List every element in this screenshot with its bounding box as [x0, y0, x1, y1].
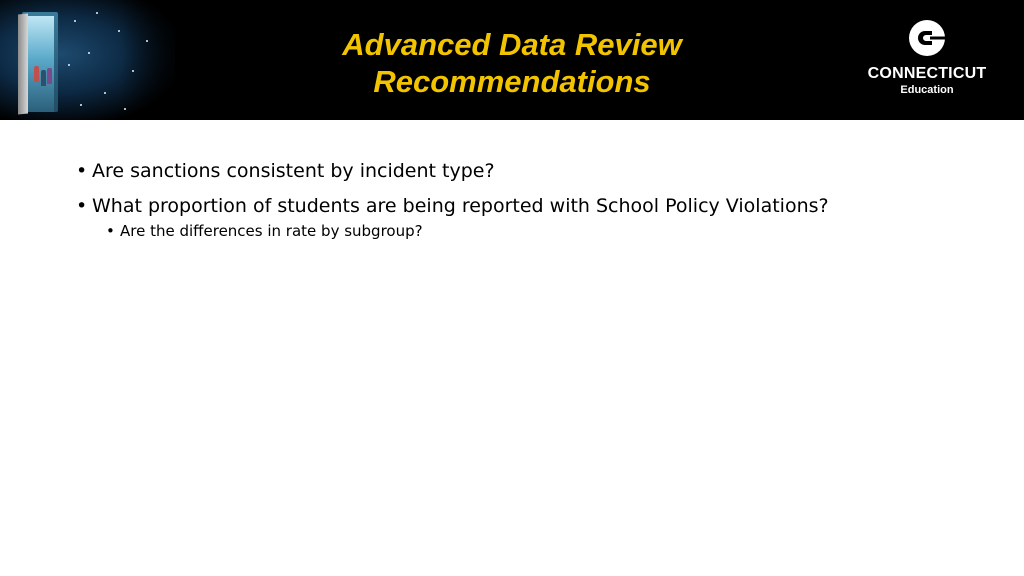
bullet-glyph: •: [76, 195, 88, 217]
bullet-item: [76, 193, 976, 219]
star-decoration: [80, 104, 82, 106]
star-decoration: [124, 108, 126, 110]
student-figure: [41, 70, 46, 86]
connecticut-c-icon: [909, 20, 945, 56]
bullet-glyph: •: [106, 222, 115, 240]
slide-title-line-1: Advanced Data Review: [342, 27, 682, 62]
star-decoration: [132, 70, 134, 72]
star-decoration: [104, 92, 106, 94]
doorway-interior: [28, 16, 54, 112]
sub-bullet-text: Are the differences in rate by subgroup?: [120, 222, 423, 240]
sub-bullet-item: [106, 221, 976, 241]
bullet-text: Are sanctions consistent by incident type?: [92, 160, 495, 182]
bullet-glyph: •: [76, 160, 88, 182]
logo-subtitle: Education: [900, 84, 954, 96]
star-decoration: [146, 40, 148, 42]
connecticut-education-logo: [852, 20, 1002, 100]
slide-title: [262, 26, 762, 100]
star-decoration: [88, 52, 90, 54]
bullet-text: What proportion of students are being reported with School Policy Violations?: [92, 195, 829, 217]
logo-name: CONNECTICUT: [867, 65, 987, 82]
star-decoration: [68, 64, 70, 66]
door-panel: [18, 13, 28, 114]
student-figure: [34, 66, 39, 82]
slide-title-line-2: Recommendations: [373, 64, 651, 99]
slide-header: [0, 0, 1024, 120]
star-decoration: [96, 12, 98, 14]
star-decoration: [118, 30, 120, 32]
bullet-item: [76, 158, 976, 184]
slide-body: [76, 158, 976, 241]
star-decoration: [74, 20, 76, 22]
student-figure: [47, 68, 52, 84]
